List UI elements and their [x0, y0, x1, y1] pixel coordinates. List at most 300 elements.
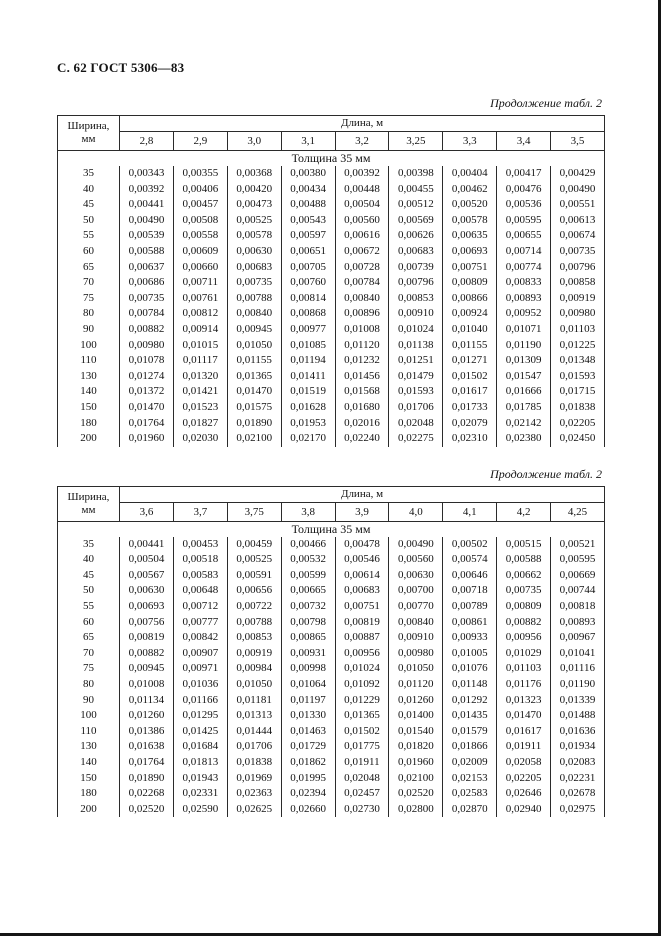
width-value-cell: 50 [58, 213, 120, 229]
volume-value-cell: 0,00599 [281, 568, 335, 584]
volume-value-cell: 0,01078 [120, 353, 174, 369]
table-row [58, 552, 605, 568]
volume-value-cell: 0,02310 [443, 431, 497, 447]
table-row [58, 802, 605, 818]
volume-value-cell: 0,01365 [335, 708, 389, 724]
table-row [58, 724, 605, 740]
volume-value-cell: 0,01617 [443, 384, 497, 400]
volume-value-cell: 0,01568 [335, 384, 389, 400]
volume-value-cell: 0,00882 [120, 322, 174, 338]
volume-value-cell: 0,00453 [173, 537, 227, 553]
volume-value-cell: 0,01636 [551, 724, 605, 740]
volume-value-cell: 0,01890 [120, 771, 174, 787]
volume-value-cell: 0,00574 [443, 552, 497, 568]
table-row [58, 275, 605, 291]
volume-value-cell: 0,02079 [443, 416, 497, 432]
volume-value-cell: 0,00840 [389, 615, 443, 631]
width-value-cell: 200 [58, 431, 120, 447]
table-row [58, 260, 605, 276]
volume-value-cell: 0,00429 [551, 166, 605, 182]
volume-value-cell: 0,00515 [497, 537, 551, 553]
volume-value-cell: 0,01181 [227, 693, 281, 709]
table-row [58, 739, 605, 755]
table-data-body [58, 166, 605, 447]
volume-value-cell: 0,00392 [120, 182, 174, 198]
volume-value-cell: 0,01041 [551, 646, 605, 662]
volume-value-cell: 0,01117 [173, 353, 227, 369]
table-row [58, 244, 605, 260]
volume-value-cell: 0,00861 [443, 615, 497, 631]
volume-value-cell: 0,02083 [551, 755, 605, 771]
volume-value-cell: 0,00674 [551, 228, 605, 244]
volume-value-cell: 0,01085 [281, 338, 335, 354]
volume-value-cell: 0,01271 [443, 353, 497, 369]
volume-value-cell: 0,00490 [551, 182, 605, 198]
volume-value-cell: 0,01575 [227, 400, 281, 416]
volume-value-cell: 0,02940 [497, 802, 551, 818]
volume-value-cell: 0,00368 [227, 166, 281, 182]
volume-value-cell: 0,00893 [551, 615, 605, 631]
volume-value-cell: 0,01838 [551, 400, 605, 416]
volume-value-cell: 0,02660 [281, 802, 335, 818]
volume-value-cell: 0,02450 [551, 431, 605, 447]
volume-value-cell: 0,02100 [227, 431, 281, 447]
width-value-cell: 110 [58, 724, 120, 740]
volume-value-cell: 0,00476 [497, 182, 551, 198]
volume-value-cell: 0,00812 [173, 306, 227, 322]
volume-value-cell: 0,01502 [335, 724, 389, 740]
volume-value-cell: 0,00635 [443, 228, 497, 244]
table-block-2 [57, 467, 602, 818]
volume-value-cell: 0,00558 [173, 228, 227, 244]
volume-value-cell: 0,00882 [120, 646, 174, 662]
volume-value-cell: 0,00525 [227, 213, 281, 229]
volume-value-cell: 0,00546 [335, 552, 389, 568]
volume-value-cell: 0,01260 [120, 708, 174, 724]
volume-value-cell: 0,00669 [551, 568, 605, 584]
volume-value-cell: 0,01029 [497, 646, 551, 662]
table-row [58, 568, 605, 584]
volume-value-cell: 0,01050 [227, 338, 281, 354]
volume-value-cell: 0,00774 [497, 260, 551, 276]
volume-value-cell: 0,00672 [335, 244, 389, 260]
width-value-cell: 65 [58, 260, 120, 276]
width-value-cell: 75 [58, 291, 120, 307]
volume-value-cell: 0,00588 [497, 552, 551, 568]
volume-value-cell: 0,02583 [443, 786, 497, 802]
volume-value-cell: 0,01523 [173, 400, 227, 416]
length-column-header: 3,6 [120, 502, 174, 521]
width-value-cell: 150 [58, 400, 120, 416]
volume-value-cell: 0,01680 [335, 400, 389, 416]
volume-value-cell: 0,02275 [389, 431, 443, 447]
volume-value-cell: 0,00789 [443, 599, 497, 615]
volume-value-cell: 0,00796 [551, 260, 605, 276]
volume-value-cell: 0,00784 [335, 275, 389, 291]
volume-value-cell: 0,00984 [227, 661, 281, 677]
volume-value-cell: 0,00588 [120, 244, 174, 260]
volume-value-cell: 0,00840 [335, 291, 389, 307]
volume-value-cell: 0,00735 [227, 275, 281, 291]
volume-value-cell: 0,00398 [389, 166, 443, 182]
volume-value-cell: 0,01148 [443, 677, 497, 693]
volume-value-cell: 0,02730 [335, 802, 389, 818]
table-row [58, 786, 605, 802]
width-value-cell: 40 [58, 552, 120, 568]
volume-value-cell: 0,01295 [173, 708, 227, 724]
thickness-section-row [58, 521, 605, 537]
volume-value-cell: 0,01400 [389, 708, 443, 724]
volume-value-cell: 0,01934 [551, 739, 605, 755]
volume-value-cell: 0,01488 [551, 708, 605, 724]
volume-value-cell: 0,00630 [120, 583, 174, 599]
volume-value-cell: 0,00714 [497, 244, 551, 260]
width-header-line1: Ширина, [67, 490, 110, 503]
volume-value-cell: 0,01593 [389, 384, 443, 400]
volume-value-cell: 0,01593 [551, 369, 605, 385]
volume-value-cell: 0,00457 [173, 197, 227, 213]
table-row [58, 583, 605, 599]
volume-value-cell: 0,00931 [281, 646, 335, 662]
volume-value-cell: 0,01005 [443, 646, 497, 662]
volume-value-cell: 0,00532 [281, 552, 335, 568]
volume-value-cell: 0,01166 [173, 693, 227, 709]
volume-value-cell: 0,00865 [281, 630, 335, 646]
volume-value-cell: 0,01953 [281, 416, 335, 432]
volume-value-cell: 0,00488 [281, 197, 335, 213]
volume-value-cell: 0,01764 [120, 416, 174, 432]
volume-value-cell: 0,00597 [281, 228, 335, 244]
volume-value-cell: 0,02030 [173, 431, 227, 447]
volume-value-cell: 0,00380 [281, 166, 335, 182]
volume-value-cell: 0,01470 [227, 384, 281, 400]
width-value-cell: 60 [58, 615, 120, 631]
volume-value-cell: 0,00770 [389, 599, 443, 615]
volume-value-cell: 0,00693 [443, 244, 497, 260]
volume-value-cell: 0,00866 [443, 291, 497, 307]
volume-value-cell: 0,01502 [443, 369, 497, 385]
volume-value-cell: 0,00466 [281, 537, 335, 553]
volume-value-cell: 0,02268 [120, 786, 174, 802]
volume-value-cell: 0,00417 [497, 166, 551, 182]
volume-value-cell: 0,00853 [389, 291, 443, 307]
volume-value-cell: 0,02646 [497, 786, 551, 802]
volume-value-cell: 0,01194 [281, 353, 335, 369]
volume-value-cell: 0,02009 [443, 755, 497, 771]
volume-value-cell: 0,00567 [120, 568, 174, 584]
volume-value-cell: 0,01103 [497, 661, 551, 677]
volume-value-cell: 0,01251 [389, 353, 443, 369]
length-column-header: 3,4 [497, 132, 551, 151]
volume-value-cell: 0,01076 [443, 661, 497, 677]
volume-value-cell: 0,00420 [227, 182, 281, 198]
volume-value-cell: 0,00814 [281, 291, 335, 307]
volume-value-cell: 0,01943 [173, 771, 227, 787]
volume-value-cell: 0,00578 [227, 228, 281, 244]
width-value-cell: 70 [58, 275, 120, 291]
volume-value-cell: 0,00406 [173, 182, 227, 198]
volume-value-cell: 0,00609 [173, 244, 227, 260]
volume-value-cell: 0,00718 [443, 583, 497, 599]
table-row [58, 197, 605, 213]
width-column-header [58, 116, 120, 151]
volume-value-cell: 0,01190 [497, 338, 551, 354]
volume-value-cell: 0,00525 [227, 552, 281, 568]
volume-value-cell: 0,01425 [173, 724, 227, 740]
volume-value-cell: 0,00683 [335, 583, 389, 599]
volume-value-cell: 0,00700 [389, 583, 443, 599]
volume-value-cell: 0,00448 [335, 182, 389, 198]
volume-value-cell: 0,01519 [281, 384, 335, 400]
table-row [58, 353, 605, 369]
header-row-top [58, 486, 605, 502]
volume-value-cell: 0,02048 [335, 771, 389, 787]
table-row [58, 322, 605, 338]
volume-value-cell: 0,00967 [551, 630, 605, 646]
volume-value-cell: 0,01862 [281, 755, 335, 771]
volume-value-cell: 0,00595 [497, 213, 551, 229]
volume-value-cell: 0,01638 [120, 739, 174, 755]
dimension-table-1 [57, 115, 605, 447]
volume-value-cell: 0,01706 [389, 400, 443, 416]
volume-value-cell: 0,01116 [551, 661, 605, 677]
volume-value-cell: 0,00434 [281, 182, 335, 198]
table-continuation-label: Продолжение табл. 2 [490, 96, 602, 110]
volume-value-cell: 0,01320 [173, 369, 227, 385]
volume-value-cell: 0,00819 [335, 615, 389, 631]
width-value-cell: 55 [58, 599, 120, 615]
table-row [58, 537, 605, 553]
width-value-cell: 65 [58, 630, 120, 646]
volume-value-cell: 0,00840 [227, 306, 281, 322]
volume-value-cell: 0,01008 [120, 677, 174, 693]
volume-value-cell: 0,02678 [551, 786, 605, 802]
width-column-header [58, 486, 120, 521]
length-column-header: 3,2 [335, 132, 389, 151]
volume-value-cell: 0,00788 [227, 615, 281, 631]
width-value-cell: 45 [58, 197, 120, 213]
volume-value-cell: 0,01386 [120, 724, 174, 740]
volume-value-cell: 0,00751 [335, 599, 389, 615]
width-value-cell: 75 [58, 661, 120, 677]
table-row [58, 306, 605, 322]
volume-value-cell: 0,01372 [120, 384, 174, 400]
volume-value-cell: 0,01015 [173, 338, 227, 354]
table-row [58, 338, 605, 354]
width-header-line2: мм [81, 133, 96, 145]
length-header: Длина, м [120, 116, 605, 132]
table-row [58, 213, 605, 229]
volume-value-cell: 0,02100 [389, 771, 443, 787]
length-column-header: 3,1 [281, 132, 335, 151]
length-column-header: 3,8 [281, 502, 335, 521]
volume-value-cell: 0,01155 [227, 353, 281, 369]
table-row [58, 228, 605, 244]
width-value-cell: 130 [58, 739, 120, 755]
length-values-row [58, 502, 605, 521]
thickness-section-title: Толщина 35 мм [58, 521, 605, 537]
volume-value-cell: 0,00478 [335, 537, 389, 553]
volume-value-cell: 0,02205 [551, 416, 605, 432]
volume-value-cell: 0,00630 [227, 244, 281, 260]
width-value-cell: 55 [58, 228, 120, 244]
volume-value-cell: 0,00882 [497, 615, 551, 631]
width-value-cell: 40 [58, 182, 120, 198]
volume-value-cell: 0,01813 [173, 755, 227, 771]
volume-value-cell: 0,00459 [227, 537, 281, 553]
volume-value-cell: 0,02457 [335, 786, 389, 802]
volume-value-cell: 0,00998 [281, 661, 335, 677]
volume-value-cell: 0,01470 [120, 400, 174, 416]
volume-value-cell: 0,01421 [173, 384, 227, 400]
volume-value-cell: 0,00662 [497, 568, 551, 584]
volume-value-cell: 0,00819 [120, 630, 174, 646]
volume-value-cell: 0,01866 [443, 739, 497, 755]
volume-value-cell: 0,02590 [173, 802, 227, 818]
volume-value-cell: 0,01040 [443, 322, 497, 338]
volume-value-cell: 0,00735 [497, 583, 551, 599]
length-column-header: 4,0 [389, 502, 443, 521]
volume-value-cell: 0,01666 [497, 384, 551, 400]
volume-value-cell: 0,01911 [335, 755, 389, 771]
volume-value-cell: 0,00924 [443, 306, 497, 322]
volume-value-cell: 0,00490 [389, 537, 443, 553]
volume-value-cell: 0,00798 [281, 615, 335, 631]
volume-value-cell: 0,00392 [335, 166, 389, 182]
volume-value-cell: 0,00518 [173, 552, 227, 568]
volume-value-cell: 0,01890 [227, 416, 281, 432]
table-row [58, 599, 605, 615]
length-column-header: 4,25 [551, 502, 605, 521]
volume-value-cell: 0,00956 [497, 630, 551, 646]
volume-value-cell: 0,00756 [120, 615, 174, 631]
volume-value-cell: 0,00842 [173, 630, 227, 646]
volume-value-cell: 0,00722 [227, 599, 281, 615]
volume-value-cell: 0,00521 [551, 537, 605, 553]
volume-value-cell: 0,01260 [389, 693, 443, 709]
table-continuation-label: Продолжение табл. 2 [490, 466, 602, 481]
volume-value-cell: 0,02870 [443, 802, 497, 818]
volume-value-cell: 0,00591 [227, 568, 281, 584]
volume-value-cell: 0,00735 [551, 244, 605, 260]
volume-value-cell: 0,00744 [551, 583, 605, 599]
volume-value-cell: 0,02153 [443, 771, 497, 787]
width-header-line1: Ширина, [67, 120, 110, 132]
volume-value-cell: 0,00980 [120, 338, 174, 354]
volume-value-cell: 0,00578 [443, 213, 497, 229]
volume-value-cell: 0,01715 [551, 384, 605, 400]
volume-value-cell: 0,00504 [335, 197, 389, 213]
volume-value-cell: 0,02205 [497, 771, 551, 787]
volume-value-cell: 0,01292 [443, 693, 497, 709]
volume-value-cell: 0,01232 [335, 353, 389, 369]
volume-value-cell: 0,01050 [389, 661, 443, 677]
table-row [58, 693, 605, 709]
volume-value-cell: 0,00404 [443, 166, 497, 182]
header-row-top [58, 116, 605, 132]
volume-value-cell: 0,00665 [281, 583, 335, 599]
volume-value-cell: 0,00818 [551, 599, 605, 615]
volume-value-cell: 0,00595 [551, 552, 605, 568]
volume-value-cell: 0,00543 [281, 213, 335, 229]
volume-value-cell: 0,02625 [227, 802, 281, 818]
volume-value-cell: 0,01190 [551, 677, 605, 693]
volume-value-cell: 0,00656 [227, 583, 281, 599]
volume-value-cell: 0,01684 [173, 739, 227, 755]
volume-value-cell: 0,00809 [497, 599, 551, 615]
volume-value-cell: 0,02800 [389, 802, 443, 818]
length-column-header: 4,2 [497, 502, 551, 521]
width-value-cell: 90 [58, 693, 120, 709]
volume-value-cell: 0,00569 [389, 213, 443, 229]
volume-value-cell: 0,00907 [173, 646, 227, 662]
volume-value-cell: 0,02380 [497, 431, 551, 447]
volume-value-cell: 0,00853 [227, 630, 281, 646]
volume-value-cell: 0,01785 [497, 400, 551, 416]
volume-value-cell: 0,00977 [281, 322, 335, 338]
volume-value-cell: 0,00896 [335, 306, 389, 322]
volume-value-cell: 0,00893 [497, 291, 551, 307]
volume-value-cell: 0,00683 [227, 260, 281, 276]
volume-value-cell: 0,01092 [335, 677, 389, 693]
volume-value-cell: 0,00504 [120, 552, 174, 568]
volume-value-cell: 0,00784 [120, 306, 174, 322]
volume-value-cell: 0,00512 [389, 197, 443, 213]
volume-value-cell: 0,00705 [281, 260, 335, 276]
width-value-cell: 50 [58, 583, 120, 599]
table-head [58, 116, 605, 151]
volume-value-cell: 0,01911 [497, 739, 551, 755]
table-row [58, 661, 605, 677]
volume-value-cell: 0,02394 [281, 786, 335, 802]
length-header: Длина, м [120, 486, 605, 502]
width-value-cell: 140 [58, 755, 120, 771]
volume-value-cell: 0,00751 [443, 260, 497, 276]
volume-value-cell: 0,01120 [389, 677, 443, 693]
dimension-table-2 [57, 486, 605, 818]
volume-value-cell: 0,01540 [389, 724, 443, 740]
volume-value-cell: 0,00809 [443, 275, 497, 291]
volume-value-cell: 0,00455 [389, 182, 443, 198]
volume-value-cell: 0,00560 [335, 213, 389, 229]
volume-value-cell: 0,01775 [335, 739, 389, 755]
volume-value-cell: 0,00887 [335, 630, 389, 646]
width-value-cell: 35 [58, 537, 120, 553]
width-value-cell: 80 [58, 677, 120, 693]
length-column-header: 2,8 [120, 132, 174, 151]
volume-value-cell: 0,01479 [389, 369, 443, 385]
volume-value-cell: 0,00728 [335, 260, 389, 276]
page-header: С. 62 ГОСТ 5306—83 [57, 60, 185, 75]
table-row [58, 369, 605, 385]
width-value-cell: 100 [58, 338, 120, 354]
volume-value-cell: 0,01764 [120, 755, 174, 771]
volume-value-cell: 0,01456 [335, 369, 389, 385]
volume-value-cell: 0,02520 [120, 802, 174, 818]
volume-value-cell: 0,00648 [173, 583, 227, 599]
volume-value-cell: 0,00712 [173, 599, 227, 615]
volume-value-cell: 0,01827 [173, 416, 227, 432]
volume-value-cell: 0,01463 [281, 724, 335, 740]
volume-value-cell: 0,00693 [120, 599, 174, 615]
length-column-header: 3,75 [227, 502, 281, 521]
volume-value-cell: 0,00539 [120, 228, 174, 244]
volume-value-cell: 0,00441 [120, 197, 174, 213]
volume-value-cell: 0,00732 [281, 599, 335, 615]
volume-value-cell: 0,00952 [497, 306, 551, 322]
volume-value-cell: 0,01960 [389, 755, 443, 771]
width-value-cell: 130 [58, 369, 120, 385]
